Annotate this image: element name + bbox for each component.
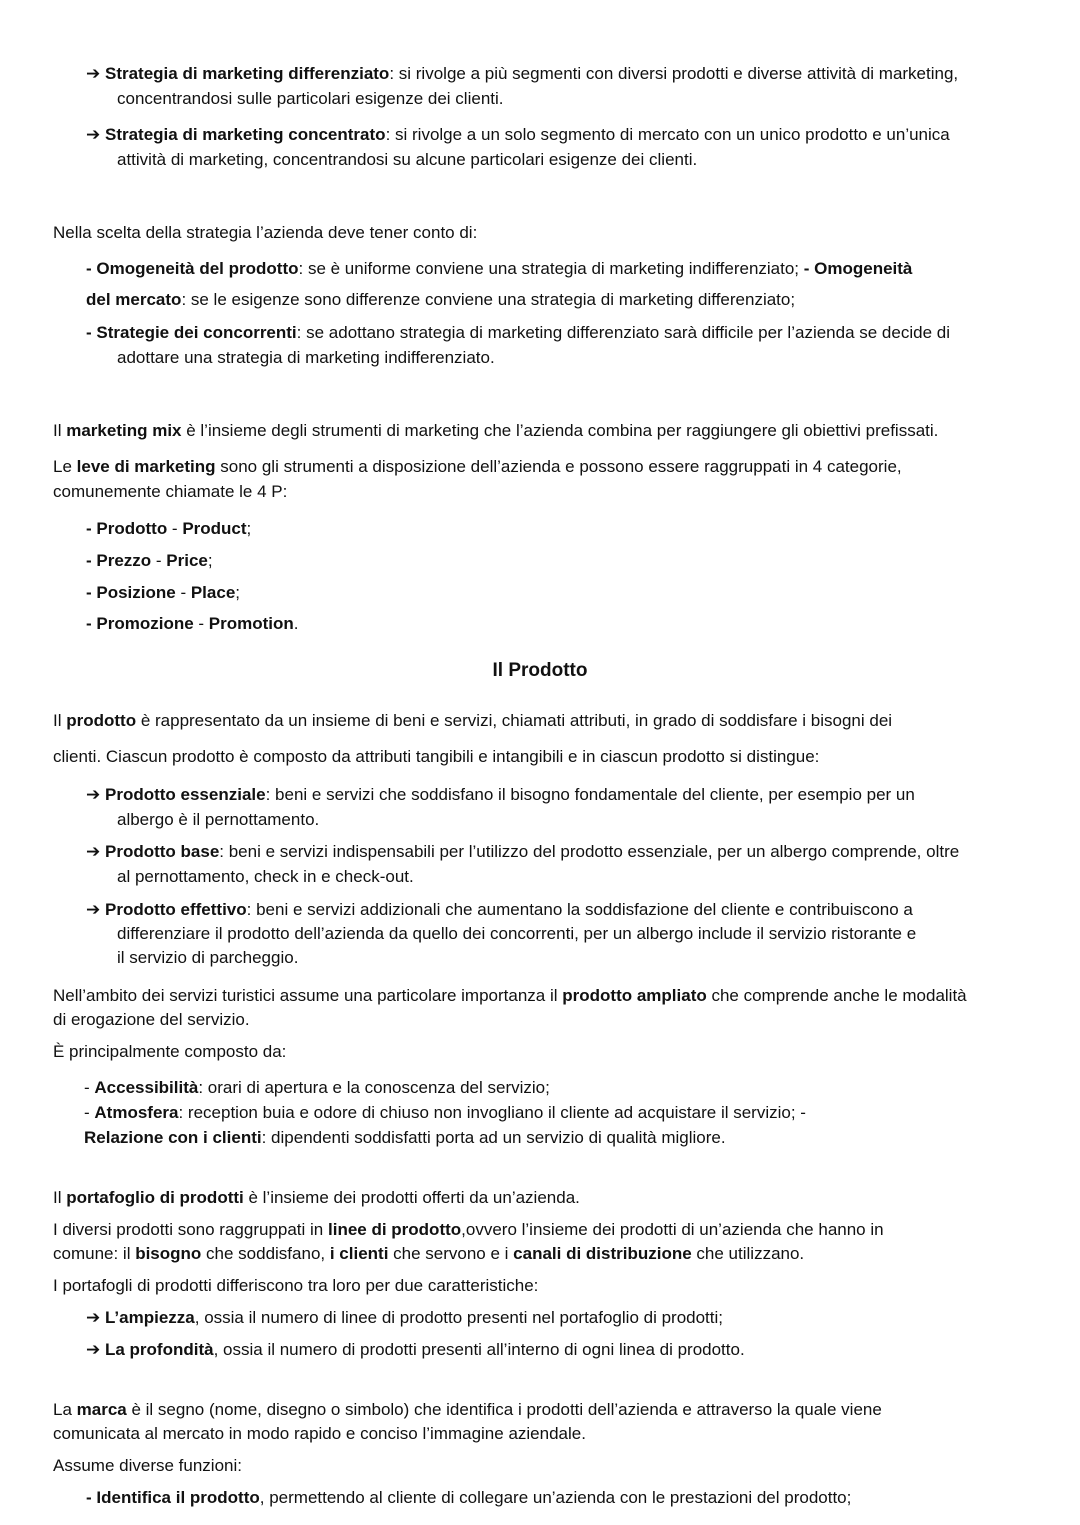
text: : dipendenti soddisfatti porta ad un servizio di qualità migliore. — [261, 1128, 726, 1147]
term: La profondità — [104, 1340, 214, 1359]
term: - Identifica il prodotto — [86, 1488, 260, 1507]
text: - — [167, 519, 183, 538]
paragraph-marketing-mix — [53, 419, 938, 443]
term: - Posizione — [86, 583, 176, 602]
term: bisogno — [135, 1244, 202, 1263]
text: : beni e servizi addizionali che aumentano la soddisfazione del cliente e contribuiscono a — [246, 900, 913, 919]
text: ; — [207, 551, 213, 570]
term: - Omogeneità — [803, 259, 913, 278]
text: che servono e i — [388, 1244, 514, 1263]
paragraph: Nella scelta della strategia l’azienda deve tener conto di: — [53, 223, 478, 242]
arrow-bullet-icon: ➔ — [86, 900, 101, 919]
component-accessibilita — [84, 1076, 550, 1100]
term: portafoglio di prodotti — [66, 1188, 244, 1207]
paragraph-prodotto-ampliato — [53, 984, 967, 1008]
text: Il — [53, 421, 67, 440]
text-line: concentrandosi sulle particolari esigenze dei clienti. — [117, 89, 504, 108]
section-title: Il Prodotto — [492, 660, 588, 681]
term: del mercato — [86, 290, 182, 309]
text: è l’insieme degli strumenti di marketing che l’azienda combina per raggiungere gli obiettivi prefissati. — [181, 421, 939, 440]
term: marca — [76, 1400, 127, 1419]
factor-omogeneita-mercato — [86, 288, 795, 312]
char-ampiezza — [86, 1306, 723, 1330]
text: La — [53, 1400, 77, 1419]
text: : beni e servizi che soddisfano il bisogno fondamentale del cliente, per esempio per un — [265, 785, 915, 804]
paragraph-leve — [53, 455, 902, 479]
text: Le — [53, 457, 77, 476]
text: I diversi prodotti sono raggruppati in — [53, 1220, 328, 1239]
function-identifica — [86, 1486, 851, 1510]
strategy-differenziato — [86, 62, 958, 86]
term: i clienti — [329, 1244, 389, 1263]
text: - — [84, 1103, 95, 1122]
text-line: il servizio di parcheggio. — [117, 948, 299, 967]
text: , permettendo al cliente di collegare un’azienda con le prestazioni del prodotto; — [259, 1488, 852, 1507]
term: L’ampiezza — [104, 1308, 195, 1327]
text: : se è uniforme conviene una strategia di marketing indifferenziato; — [298, 259, 800, 278]
level-base — [86, 840, 959, 864]
component-atmosfera — [84, 1101, 806, 1125]
text: , ossia il numero di prodotti presenti all’interno di ogni linea di prodotto. — [213, 1340, 745, 1359]
strategy-concentrato — [86, 123, 950, 147]
term: linee di prodotto — [328, 1220, 462, 1239]
text-line: albergo è il pernottamento. — [117, 810, 320, 829]
text-line: di erogazione del servizio. — [53, 1010, 250, 1029]
text-line: al pernottamento, check in e check-out. — [117, 867, 414, 886]
arrow-bullet-icon: ➔ — [86, 1340, 101, 1359]
list-item-place — [86, 581, 240, 605]
paragraph-portafoglio — [53, 1186, 580, 1210]
text: ; — [235, 583, 241, 602]
paragraph-marca — [53, 1398, 882, 1422]
level-effettivo — [86, 898, 913, 922]
text: Nell’ambito dei servizi turistici assume una particolare importanza il — [53, 986, 563, 1005]
text: Il — [53, 1188, 67, 1207]
term: marketing mix — [66, 421, 182, 440]
char-profondita — [86, 1338, 745, 1362]
text: : orari di apertura e la conoscenza del servizio; — [198, 1078, 550, 1097]
term: - Prezzo — [86, 551, 152, 570]
term: leve di marketing — [76, 457, 216, 476]
term: Price — [166, 551, 208, 570]
term: - Prodotto — [86, 519, 168, 538]
text: : si rivolge a un solo segmento di mercato con un unico prodotto e un’unica — [385, 125, 950, 144]
term: Prodotto essenziale — [104, 785, 266, 804]
text: ,ovvero l’insieme dei prodotti di un’azienda che hanno in — [461, 1220, 884, 1239]
arrow-bullet-icon: ➔ — [86, 785, 101, 804]
term: Strategia di marketing differenziato — [104, 64, 390, 83]
text-line: differenziare il prodotto dell’azienda da quello dei concorrenti, per un albergo include il servizio ristorante e — [117, 924, 917, 943]
term: - Strategie dei concorrenti — [86, 323, 297, 342]
term: - Omogeneità del prodotto — [86, 259, 299, 278]
term: prodotto — [66, 711, 137, 730]
text: comune: il — [53, 1244, 136, 1263]
text: - — [84, 1078, 95, 1097]
term: Accessibilità — [94, 1078, 199, 1097]
text: è l’insieme dei prodotti offerti da un’azienda. — [243, 1188, 580, 1207]
text-line: clienti. Ciascun prodotto è composto da attributi tangibili e intangibili e in ciascun prodotto si distingue: — [53, 747, 820, 766]
text: : reception buia e odore di chiuso non invogliano il cliente ad acquistare il servizio; - — [178, 1103, 806, 1122]
arrow-bullet-icon: ➔ — [86, 125, 101, 144]
arrow-bullet-icon: ➔ — [86, 64, 101, 83]
list-item-price — [86, 549, 213, 573]
text: : se adottano strategia di marketing differenziato sarà difficile per l’azienda se decide di — [296, 323, 950, 342]
list-item-promotion — [86, 612, 299, 636]
text: : se le esigenze sono differenze conviene una strategia di marketing differenziato; — [181, 290, 796, 309]
term: Product — [182, 519, 247, 538]
level-essenziale — [86, 783, 915, 807]
factor-strategie-concorrenti — [86, 321, 950, 345]
text-line: comunicata al mercato in modo rapido e conciso l’immagine aziendale. — [53, 1424, 586, 1443]
text: ; — [246, 519, 252, 538]
text-line: adottare una strategia di marketing indifferenziato. — [117, 348, 495, 367]
text: che soddisfano, — [201, 1244, 330, 1263]
text: sono gli strumenti a disposizione dell’azienda e possono essere raggruppati in 4 categorie, — [215, 457, 902, 476]
list-item-product — [86, 517, 251, 541]
text-line: attività di marketing, concentrandosi su alcune particolari esigenze dei clienti. — [117, 150, 698, 169]
text: - — [193, 614, 209, 633]
paragraph-linee-cont — [53, 1242, 804, 1266]
arrow-bullet-icon: ➔ — [86, 842, 101, 861]
term: Atmosfera — [94, 1103, 179, 1122]
text: che utilizzano. — [691, 1244, 805, 1263]
text: , ossia il numero di linee di prodotto presenti nel portafoglio di prodotti; — [194, 1308, 724, 1327]
text-line: È principalmente composto da: — [53, 1042, 287, 1061]
text-line: I portafogli di prodotti differiscono tra loro per due caratteristiche: — [53, 1276, 539, 1295]
text: è rappresentato da un insieme di beni e servizi, chiamati attributi, in grado di soddisfare i bisogni dei — [136, 711, 893, 730]
text: che comprende anche le modalità — [706, 986, 967, 1005]
text: - — [151, 551, 167, 570]
text: . — [293, 614, 299, 633]
term: Prodotto base — [104, 842, 220, 861]
paragraph-prodotto — [53, 709, 892, 733]
term: Relazione con i clienti — [84, 1128, 262, 1147]
term: - Promozione — [86, 614, 194, 633]
term: Prodotto effettivo — [104, 900, 247, 919]
text: - — [175, 583, 191, 602]
term: prodotto ampliato — [562, 986, 707, 1005]
text: è il segno (nome, disegno o simbolo) che identifica i prodotti dell’azienda e attraverso la quale viene — [126, 1400, 882, 1419]
factor-omogeneita-prodotto — [86, 257, 912, 281]
text: : si rivolge a più segmenti con diversi prodotti e diverse attività di marketing, — [389, 64, 959, 83]
paragraph-linee — [53, 1218, 884, 1242]
term: Promotion — [208, 614, 294, 633]
term: Strategia di marketing concentrato — [104, 125, 386, 144]
text-line: comunemente chiamate le 4 P: — [53, 482, 288, 501]
term: Place — [190, 583, 236, 602]
text: Il — [53, 711, 67, 730]
term: canali di distribuzione — [513, 1244, 692, 1263]
text-line: Assume diverse funzioni: — [53, 1456, 242, 1475]
component-relazione — [84, 1126, 726, 1150]
text: : beni e servizi indispensabili per l’utilizzo del prodotto essenziale, per un albergo comprende, oltre — [219, 842, 960, 861]
arrow-bullet-icon: ➔ — [86, 1308, 101, 1327]
